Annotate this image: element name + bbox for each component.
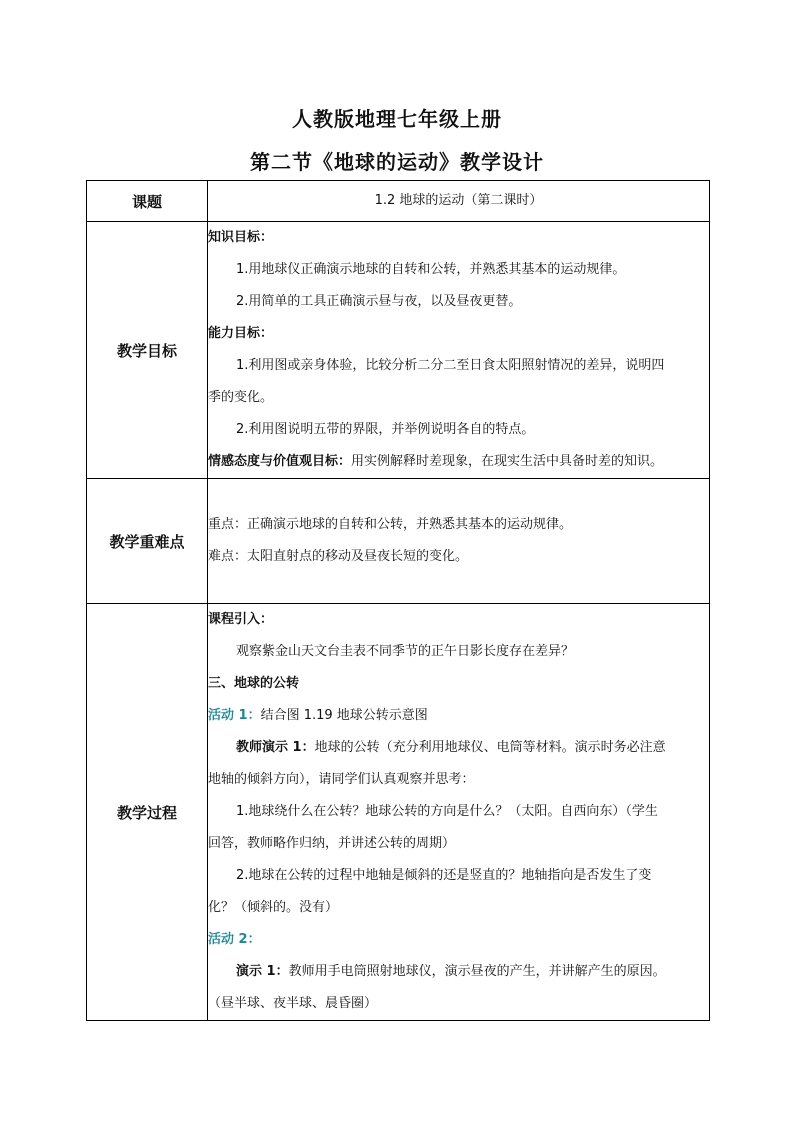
table-row-goals: [87, 222, 710, 479]
intro-text: 观察紫金山天文台圭表不同季节的正午日影长度存在差异？: [236, 644, 575, 659]
demo-2-line1: [208, 956, 709, 988]
focus-point: 重点：正确演示地球的自转和公转，并熟悉其基本的运动规律。: [208, 517, 573, 532]
section-heading: 三、地球的公转: [208, 676, 300, 691]
document-title: 人教版地理七年级上册: [292, 107, 502, 131]
ability-item-2: 2.利用图说明五带的界限，并举例说明各自的特点。: [236, 422, 535, 437]
topic-value: 1.2 地球的运动（第二课时）: [208, 181, 710, 222]
emotion-goal: [208, 446, 709, 478]
goals-label: 教学目标: [87, 222, 208, 479]
demo-2-line2: （昼半球、夜半球、晨昏圈）: [208, 996, 378, 1011]
process-content: [208, 604, 710, 1021]
ability-item-1-line1: 1.利用图或亲身体验，比较分析二分二至日食太阳照射情况的差异，说明四: [236, 358, 665, 373]
teacher-demo-1-heading: 教师演示 1：: [236, 740, 315, 755]
demo-2-text: 教师用手电筒照射地球仪，演示昼夜的产生，并讲解产生的原因。: [288, 964, 666, 979]
knowledge-heading: 知识目标：: [208, 230, 274, 245]
activity-1-heading: 活动 1：: [208, 708, 261, 723]
table-row-process: [87, 604, 710, 1021]
key-points-content: [208, 479, 710, 604]
knowledge-item-1: 1.用地球仪正确演示地球的自转和公转，并熟悉其基本的运动规律。: [236, 262, 626, 277]
question-1-line2: 回答，教师略作归纳，并讲述公转的周期）: [208, 836, 456, 851]
document-subtitle: 第二节《地球的运动》教学设计: [250, 150, 544, 174]
teacher-demo-1-line2: 地轴的倾斜方向），请同学们认真观察并思考：: [208, 772, 475, 787]
question-2-line1: 2.地球在公转的过程中地轴是倾斜的还是竖直的？地轴指向是否发生了变: [236, 868, 652, 883]
table-row-topic: [87, 181, 710, 222]
question-2-line2: 化？（倾斜的。没有）: [208, 900, 339, 915]
key-points-label: 教学重难点: [87, 479, 208, 604]
teacher-demo-1-line1: [208, 732, 709, 764]
topic-label: 课题: [87, 181, 208, 222]
goals-content: [208, 222, 710, 479]
emotion-text: 用实例解释时差现象，在现实生活中具备时差的知识。: [351, 454, 664, 469]
emotion-heading: 情感态度与价值观目标：: [208, 454, 352, 469]
activity-2-heading: 活动 2：: [208, 932, 261, 947]
demo-2-heading: 演示 1：: [236, 964, 289, 979]
knowledge-item-2: 2.用简单的工具正确演示昼与夜，以及昼夜更替。: [236, 294, 522, 309]
ability-item-1-line2: 季的变化。: [208, 390, 274, 405]
process-label: 教学过程: [87, 604, 208, 1021]
question-1-line1: 1.地球绕什么在公转？地球公转的方向是什么？（太阳。自西向东）（学生: [236, 804, 658, 819]
lesson-plan-table: [86, 180, 710, 1021]
teacher-demo-1-text: 地球的公转（充分利用地球仪、电筒等材料。演示时务必注意: [314, 740, 666, 755]
ability-heading: 能力目标：: [208, 326, 274, 341]
activity-1-text: 结合图 1.19 地球公转示意图: [260, 708, 428, 723]
intro-heading: 课程引入：: [208, 612, 274, 627]
table-row-key-points: [87, 479, 710, 604]
activity-1: [208, 700, 709, 732]
difficulty-point: 难点：太阳直射点的移动及昼夜长短的变化。: [208, 549, 469, 564]
